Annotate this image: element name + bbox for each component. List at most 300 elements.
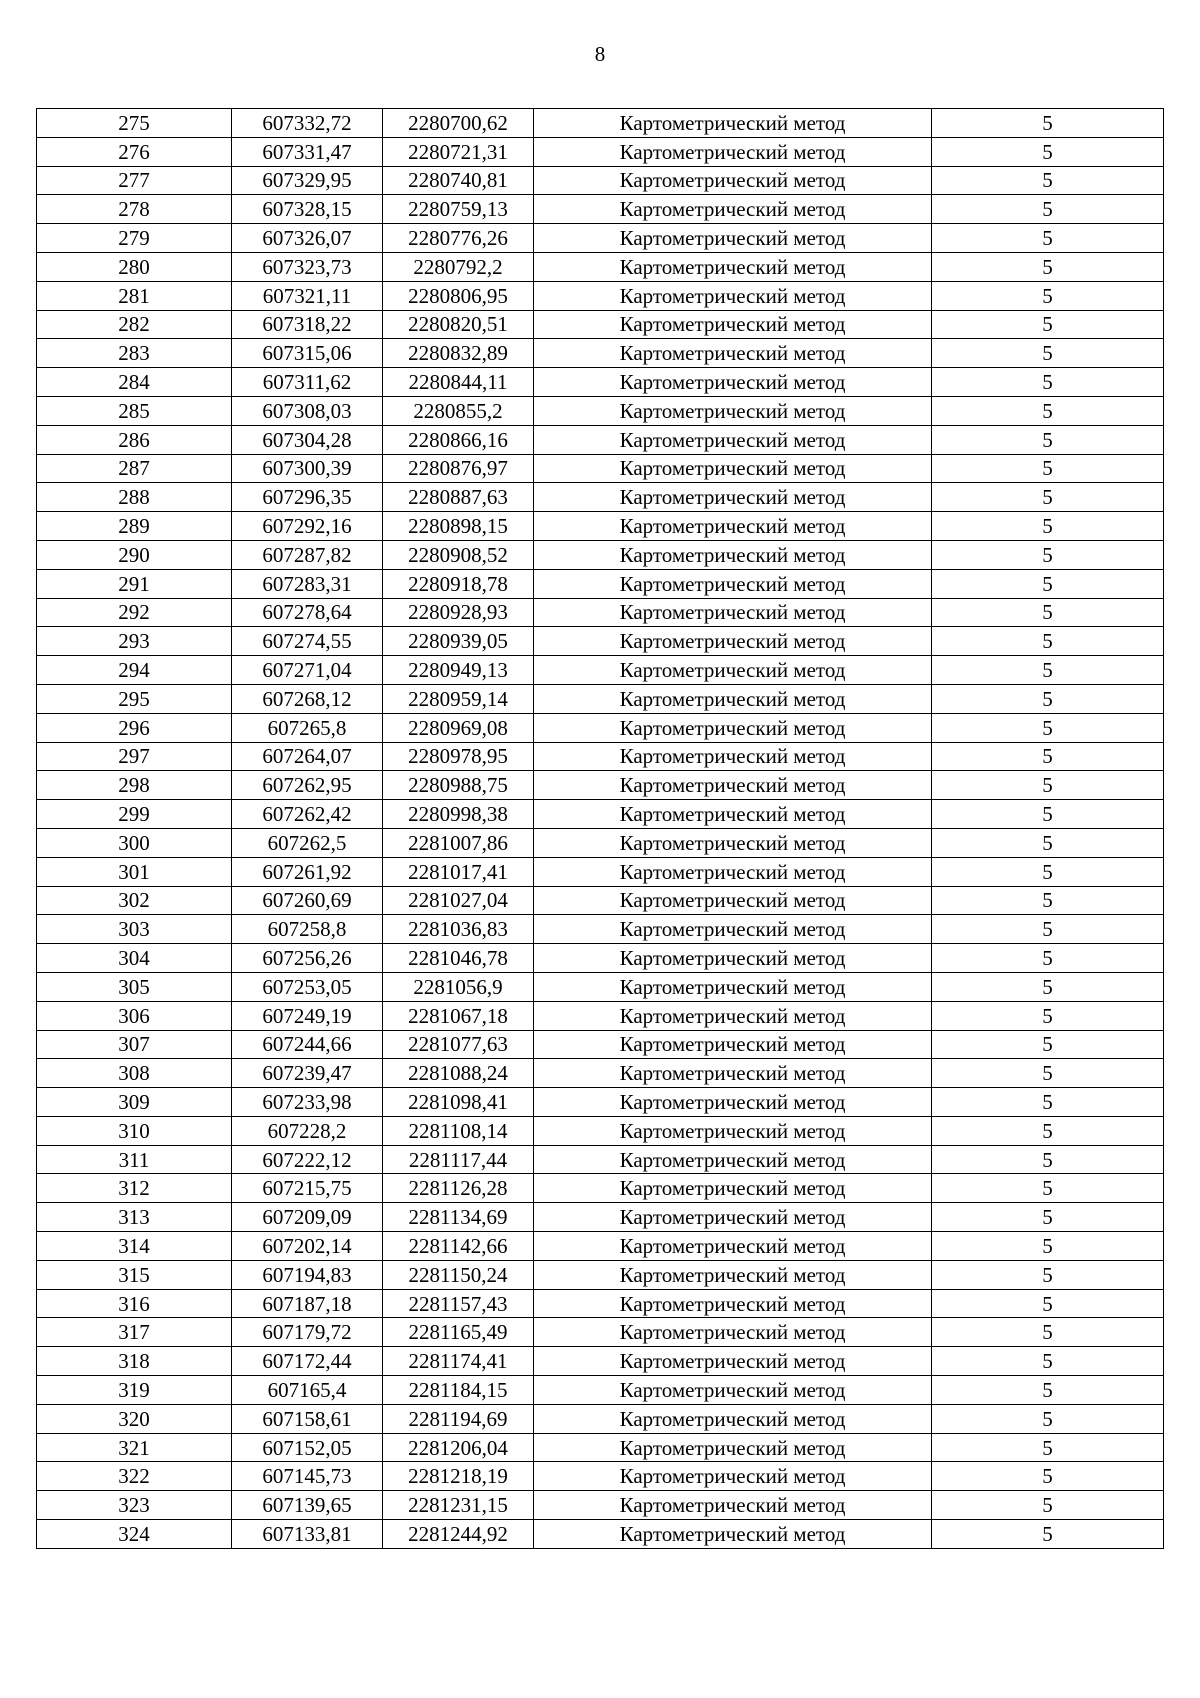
coordinates-table [36, 108, 1164, 1549]
accuracy-cell: 5 [932, 512, 1164, 541]
accuracy-cell: 5 [932, 944, 1164, 973]
method-cell: Картометрический метод [534, 1203, 932, 1232]
accuracy-cell: 5 [932, 857, 1164, 886]
point-number-cell: 320 [37, 1404, 232, 1433]
y-coordinate-cell: 2281067,18 [383, 1001, 534, 1030]
point-number-cell: 314 [37, 1232, 232, 1261]
accuracy-cell: 5 [932, 800, 1164, 829]
y-coordinate-cell: 2280939,05 [383, 627, 534, 656]
method-cell: Картометрический метод [534, 483, 932, 512]
method-cell: Картометрический метод [534, 771, 932, 800]
accuracy-cell: 5 [932, 483, 1164, 512]
accuracy-cell: 5 [932, 454, 1164, 483]
method-cell: Картометрический метод [534, 627, 932, 656]
x-coordinate-cell: 607278,64 [232, 598, 383, 627]
point-number-cell: 308 [37, 1059, 232, 1088]
x-coordinate-cell: 607222,12 [232, 1145, 383, 1174]
y-coordinate-cell: 2280806,95 [383, 281, 534, 310]
y-coordinate-cell: 2281077,63 [383, 1030, 534, 1059]
x-coordinate-cell: 607152,05 [232, 1433, 383, 1462]
point-number-cell: 294 [37, 656, 232, 685]
point-number-cell: 315 [37, 1260, 232, 1289]
point-number-cell: 309 [37, 1088, 232, 1117]
y-coordinate-cell: 2281184,15 [383, 1376, 534, 1405]
table-row [37, 598, 1164, 627]
accuracy-cell: 5 [932, 1030, 1164, 1059]
y-coordinate-cell: 2281174,41 [383, 1347, 534, 1376]
y-coordinate-cell: 2281126,28 [383, 1174, 534, 1203]
table-row [37, 1491, 1164, 1520]
accuracy-cell: 5 [932, 1059, 1164, 1088]
accuracy-cell: 5 [932, 310, 1164, 339]
method-cell: Картометрический метод [534, 512, 932, 541]
y-coordinate-cell: 2280855,2 [383, 396, 534, 425]
point-number-cell: 302 [37, 886, 232, 915]
table-row [37, 1289, 1164, 1318]
x-coordinate-cell: 607139,65 [232, 1491, 383, 1520]
point-number-cell: 283 [37, 339, 232, 368]
method-cell: Картометрический метод [534, 656, 932, 685]
table-row [37, 1203, 1164, 1232]
x-coordinate-cell: 607145,73 [232, 1462, 383, 1491]
x-coordinate-cell: 607292,16 [232, 512, 383, 541]
method-cell: Картометрический метод [534, 598, 932, 627]
method-cell: Картометрический метод [534, 1232, 932, 1261]
y-coordinate-cell: 2280918,78 [383, 569, 534, 598]
table-row [37, 540, 1164, 569]
table-row [37, 195, 1164, 224]
method-cell: Картометрический метод [534, 368, 932, 397]
accuracy-cell: 5 [932, 569, 1164, 598]
table-row [37, 109, 1164, 138]
table-row [37, 252, 1164, 281]
accuracy-cell: 5 [932, 1318, 1164, 1347]
accuracy-cell: 5 [932, 656, 1164, 685]
method-cell: Картометрический метод [534, 454, 932, 483]
accuracy-cell: 5 [932, 1116, 1164, 1145]
table-row [37, 1462, 1164, 1491]
method-cell: Картометрический метод [534, 1030, 932, 1059]
table-row [37, 483, 1164, 512]
method-cell: Картометрический метод [534, 1116, 932, 1145]
table-row [37, 771, 1164, 800]
point-number-cell: 276 [37, 137, 232, 166]
point-number-cell: 278 [37, 195, 232, 224]
table-row [37, 742, 1164, 771]
table-row [37, 1520, 1164, 1549]
table-row [37, 569, 1164, 598]
y-coordinate-cell: 2280898,15 [383, 512, 534, 541]
table-row [37, 454, 1164, 483]
y-coordinate-cell: 2280820,51 [383, 310, 534, 339]
table-row [37, 137, 1164, 166]
point-number-cell: 290 [37, 540, 232, 569]
table-row [37, 1376, 1164, 1405]
point-number-cell: 310 [37, 1116, 232, 1145]
table-row [37, 166, 1164, 195]
accuracy-cell: 5 [932, 368, 1164, 397]
x-coordinate-cell: 607283,31 [232, 569, 383, 598]
method-cell: Картометрический метод [534, 109, 932, 138]
point-number-cell: 287 [37, 454, 232, 483]
method-cell: Картометрический метод [534, 1520, 932, 1549]
method-cell: Картометрический метод [534, 1404, 932, 1433]
x-coordinate-cell: 607332,72 [232, 109, 383, 138]
accuracy-cell: 5 [932, 396, 1164, 425]
method-cell: Картометрический метод [534, 915, 932, 944]
point-number-cell: 305 [37, 972, 232, 1001]
y-coordinate-cell: 2281017,41 [383, 857, 534, 886]
table-row [37, 684, 1164, 713]
y-coordinate-cell: 2281088,24 [383, 1059, 534, 1088]
y-coordinate-cell: 2281056,9 [383, 972, 534, 1001]
method-cell: Картометрический метод [534, 1145, 932, 1174]
accuracy-cell: 5 [932, 1433, 1164, 1462]
table-row [37, 1059, 1164, 1088]
method-cell: Картометрический метод [534, 800, 932, 829]
method-cell: Картометрический метод [534, 396, 932, 425]
point-number-cell: 286 [37, 425, 232, 454]
x-coordinate-cell: 607244,66 [232, 1030, 383, 1059]
point-number-cell: 281 [37, 281, 232, 310]
method-cell: Картометрический метод [534, 857, 932, 886]
accuracy-cell: 5 [932, 915, 1164, 944]
table-row [37, 915, 1164, 944]
point-number-cell: 291 [37, 569, 232, 598]
method-cell: Картометрический метод [534, 1433, 932, 1462]
accuracy-cell: 5 [932, 281, 1164, 310]
accuracy-cell: 5 [932, 339, 1164, 368]
coordinates-table-body [37, 109, 1164, 1549]
method-cell: Картометрический метод [534, 569, 932, 598]
method-cell: Картометрический метод [534, 224, 932, 253]
point-number-cell: 318 [37, 1347, 232, 1376]
y-coordinate-cell: 2281142,66 [383, 1232, 534, 1261]
accuracy-cell: 5 [932, 771, 1164, 800]
table-row [37, 886, 1164, 915]
y-coordinate-cell: 2281165,49 [383, 1318, 534, 1347]
y-coordinate-cell: 2281046,78 [383, 944, 534, 973]
accuracy-cell: 5 [932, 1232, 1164, 1261]
point-number-cell: 297 [37, 742, 232, 771]
x-coordinate-cell: 607239,47 [232, 1059, 383, 1088]
y-coordinate-cell: 2281157,43 [383, 1289, 534, 1318]
y-coordinate-cell: 2280866,16 [383, 425, 534, 454]
method-cell: Картометрический метод [534, 1174, 932, 1203]
y-coordinate-cell: 2280887,63 [383, 483, 534, 512]
accuracy-cell: 5 [932, 1376, 1164, 1405]
table-row [37, 1433, 1164, 1462]
y-coordinate-cell: 2280959,14 [383, 684, 534, 713]
x-coordinate-cell: 607258,8 [232, 915, 383, 944]
table-row [37, 828, 1164, 857]
x-coordinate-cell: 607328,15 [232, 195, 383, 224]
y-coordinate-cell: 2281218,19 [383, 1462, 534, 1491]
x-coordinate-cell: 607158,61 [232, 1404, 383, 1433]
y-coordinate-cell: 2280844,11 [383, 368, 534, 397]
point-number-cell: 323 [37, 1491, 232, 1520]
x-coordinate-cell: 607261,92 [232, 857, 383, 886]
method-cell: Картометрический метод [534, 310, 932, 339]
y-coordinate-cell: 2281036,83 [383, 915, 534, 944]
x-coordinate-cell: 607194,83 [232, 1260, 383, 1289]
method-cell: Картометрический метод [534, 828, 932, 857]
page-number: 8 [594, 42, 606, 66]
x-coordinate-cell: 607253,05 [232, 972, 383, 1001]
accuracy-cell: 5 [932, 1203, 1164, 1232]
x-coordinate-cell: 607300,39 [232, 454, 383, 483]
y-coordinate-cell: 2280721,31 [383, 137, 534, 166]
method-cell: Картометрический метод [534, 281, 932, 310]
x-coordinate-cell: 607202,14 [232, 1232, 383, 1261]
point-number-cell: 293 [37, 627, 232, 656]
point-number-cell: 296 [37, 713, 232, 742]
accuracy-cell: 5 [932, 1001, 1164, 1030]
accuracy-cell: 5 [932, 1174, 1164, 1203]
table-row [37, 1260, 1164, 1289]
point-number-cell: 292 [37, 598, 232, 627]
x-coordinate-cell: 607256,26 [232, 944, 383, 973]
table-row [37, 512, 1164, 541]
point-number-cell: 285 [37, 396, 232, 425]
table-row [37, 1404, 1164, 1433]
x-coordinate-cell: 607296,35 [232, 483, 383, 512]
table-row [37, 1001, 1164, 1030]
point-number-cell: 298 [37, 771, 232, 800]
accuracy-cell: 5 [932, 252, 1164, 281]
x-coordinate-cell: 607265,8 [232, 713, 383, 742]
accuracy-cell: 5 [932, 713, 1164, 742]
x-coordinate-cell: 607187,18 [232, 1289, 383, 1318]
x-coordinate-cell: 607228,2 [232, 1116, 383, 1145]
x-coordinate-cell: 607165,4 [232, 1376, 383, 1405]
method-cell: Картометрический метод [534, 1289, 932, 1318]
y-coordinate-cell: 2280700,62 [383, 109, 534, 138]
x-coordinate-cell: 607264,07 [232, 742, 383, 771]
point-number-cell: 277 [37, 166, 232, 195]
accuracy-cell: 5 [932, 1520, 1164, 1549]
point-number-cell: 324 [37, 1520, 232, 1549]
table-row [37, 656, 1164, 685]
accuracy-cell: 5 [932, 886, 1164, 915]
accuracy-cell: 5 [932, 425, 1164, 454]
y-coordinate-cell: 2281007,86 [383, 828, 534, 857]
table-row [37, 1174, 1164, 1203]
point-number-cell: 312 [37, 1174, 232, 1203]
y-coordinate-cell: 2280988,75 [383, 771, 534, 800]
method-cell: Картометрический метод [534, 1318, 932, 1347]
table-row [37, 281, 1164, 310]
x-coordinate-cell: 607262,5 [232, 828, 383, 857]
table-row [37, 339, 1164, 368]
method-cell: Картометрический метод [534, 425, 932, 454]
method-cell: Картометрический метод [534, 886, 932, 915]
y-coordinate-cell: 2280949,13 [383, 656, 534, 685]
method-cell: Картометрический метод [534, 972, 932, 1001]
x-coordinate-cell: 607268,12 [232, 684, 383, 713]
y-coordinate-cell: 2281134,69 [383, 1203, 534, 1232]
accuracy-cell: 5 [932, 540, 1164, 569]
point-number-cell: 307 [37, 1030, 232, 1059]
point-number-cell: 295 [37, 684, 232, 713]
accuracy-cell: 5 [932, 1462, 1164, 1491]
point-number-cell: 288 [37, 483, 232, 512]
accuracy-cell: 5 [932, 828, 1164, 857]
x-coordinate-cell: 607304,28 [232, 425, 383, 454]
point-number-cell: 282 [37, 310, 232, 339]
x-coordinate-cell: 607260,69 [232, 886, 383, 915]
table-row [37, 368, 1164, 397]
x-coordinate-cell: 607249,19 [232, 1001, 383, 1030]
method-cell: Картометрический метод [534, 1059, 932, 1088]
y-coordinate-cell: 2280908,52 [383, 540, 534, 569]
y-coordinate-cell: 2280759,13 [383, 195, 534, 224]
y-coordinate-cell: 2280792,2 [383, 252, 534, 281]
y-coordinate-cell: 2280998,38 [383, 800, 534, 829]
x-coordinate-cell: 607323,73 [232, 252, 383, 281]
method-cell: Картометрический метод [534, 1347, 932, 1376]
x-coordinate-cell: 607318,22 [232, 310, 383, 339]
table-row [37, 1030, 1164, 1059]
y-coordinate-cell: 2281108,14 [383, 1116, 534, 1145]
point-number-cell: 301 [37, 857, 232, 886]
table-row [37, 972, 1164, 1001]
table-row [37, 1116, 1164, 1145]
accuracy-cell: 5 [932, 1289, 1164, 1318]
point-number-cell: 289 [37, 512, 232, 541]
accuracy-cell: 5 [932, 224, 1164, 253]
point-number-cell: 300 [37, 828, 232, 857]
x-coordinate-cell: 607331,47 [232, 137, 383, 166]
accuracy-cell: 5 [932, 1347, 1164, 1376]
method-cell: Картометрический метод [534, 944, 932, 973]
table-row [37, 1318, 1164, 1347]
x-coordinate-cell: 607326,07 [232, 224, 383, 253]
y-coordinate-cell: 2281027,04 [383, 886, 534, 915]
x-coordinate-cell: 607311,62 [232, 368, 383, 397]
x-coordinate-cell: 607271,04 [232, 656, 383, 685]
accuracy-cell: 5 [932, 627, 1164, 656]
y-coordinate-cell: 2280740,81 [383, 166, 534, 195]
accuracy-cell: 5 [932, 137, 1164, 166]
point-number-cell: 311 [37, 1145, 232, 1174]
x-coordinate-cell: 607274,55 [232, 627, 383, 656]
table-row [37, 1145, 1164, 1174]
accuracy-cell: 5 [932, 166, 1164, 195]
accuracy-cell: 5 [932, 1260, 1164, 1289]
accuracy-cell: 5 [932, 598, 1164, 627]
method-cell: Картометрический метод [534, 713, 932, 742]
x-coordinate-cell: 607179,72 [232, 1318, 383, 1347]
y-coordinate-cell: 2281244,92 [383, 1520, 534, 1549]
x-coordinate-cell: 607308,03 [232, 396, 383, 425]
x-coordinate-cell: 607262,95 [232, 771, 383, 800]
point-number-cell: 299 [37, 800, 232, 829]
point-number-cell: 313 [37, 1203, 232, 1232]
point-number-cell: 321 [37, 1433, 232, 1462]
method-cell: Картометрический метод [534, 1088, 932, 1117]
y-coordinate-cell: 2280969,08 [383, 713, 534, 742]
method-cell: Картометрический метод [534, 1001, 932, 1030]
method-cell: Картометрический метод [534, 252, 932, 281]
method-cell: Картометрический метод [534, 339, 932, 368]
point-number-cell: 280 [37, 252, 232, 281]
x-coordinate-cell: 607315,06 [232, 339, 383, 368]
x-coordinate-cell: 607262,42 [232, 800, 383, 829]
accuracy-cell: 5 [932, 109, 1164, 138]
accuracy-cell: 5 [932, 742, 1164, 771]
point-number-cell: 322 [37, 1462, 232, 1491]
accuracy-cell: 5 [932, 1491, 1164, 1520]
y-coordinate-cell: 2281206,04 [383, 1433, 534, 1462]
point-number-cell: 306 [37, 1001, 232, 1030]
x-coordinate-cell: 607233,98 [232, 1088, 383, 1117]
table-row [37, 1088, 1164, 1117]
accuracy-cell: 5 [932, 1145, 1164, 1174]
point-number-cell: 316 [37, 1289, 232, 1318]
x-coordinate-cell: 607321,11 [232, 281, 383, 310]
x-coordinate-cell: 607215,75 [232, 1174, 383, 1203]
point-number-cell: 319 [37, 1376, 232, 1405]
method-cell: Картометрический метод [534, 1462, 932, 1491]
point-number-cell: 303 [37, 915, 232, 944]
y-coordinate-cell: 2280928,93 [383, 598, 534, 627]
method-cell: Картометрический метод [534, 1491, 932, 1520]
y-coordinate-cell: 2281117,44 [383, 1145, 534, 1174]
x-coordinate-cell: 607133,81 [232, 1520, 383, 1549]
x-coordinate-cell: 607209,09 [232, 1203, 383, 1232]
method-cell: Картометрический метод [534, 137, 932, 166]
method-cell: Картометрический метод [534, 1376, 932, 1405]
accuracy-cell: 5 [932, 972, 1164, 1001]
table-row [37, 713, 1164, 742]
point-number-cell: 284 [37, 368, 232, 397]
accuracy-cell: 5 [932, 195, 1164, 224]
method-cell: Картометрический метод [534, 540, 932, 569]
point-number-cell: 275 [37, 109, 232, 138]
point-number-cell: 317 [37, 1318, 232, 1347]
y-coordinate-cell: 2281231,15 [383, 1491, 534, 1520]
table-row [37, 224, 1164, 253]
x-coordinate-cell: 607287,82 [232, 540, 383, 569]
accuracy-cell: 5 [932, 1088, 1164, 1117]
table-row [37, 310, 1164, 339]
table-row [37, 396, 1164, 425]
y-coordinate-cell: 2280832,89 [383, 339, 534, 368]
method-cell: Картометрический метод [534, 195, 932, 224]
point-number-cell: 304 [37, 944, 232, 973]
method-cell: Картометрический метод [534, 742, 932, 771]
x-coordinate-cell: 607172,44 [232, 1347, 383, 1376]
y-coordinate-cell: 2281098,41 [383, 1088, 534, 1117]
table-row [37, 425, 1164, 454]
y-coordinate-cell: 2281150,24 [383, 1260, 534, 1289]
table-row [37, 1347, 1164, 1376]
table-row [37, 800, 1164, 829]
y-coordinate-cell: 2280776,26 [383, 224, 534, 253]
method-cell: Картометрический метод [534, 166, 932, 195]
table-row [37, 627, 1164, 656]
method-cell: Картометрический метод [534, 1260, 932, 1289]
method-cell: Картометрический метод [534, 684, 932, 713]
y-coordinate-cell: 2280876,97 [383, 454, 534, 483]
y-coordinate-cell: 2281194,69 [383, 1404, 534, 1433]
accuracy-cell: 5 [932, 684, 1164, 713]
table-row [37, 857, 1164, 886]
table-row [37, 944, 1164, 973]
point-number-cell: 279 [37, 224, 232, 253]
x-coordinate-cell: 607329,95 [232, 166, 383, 195]
